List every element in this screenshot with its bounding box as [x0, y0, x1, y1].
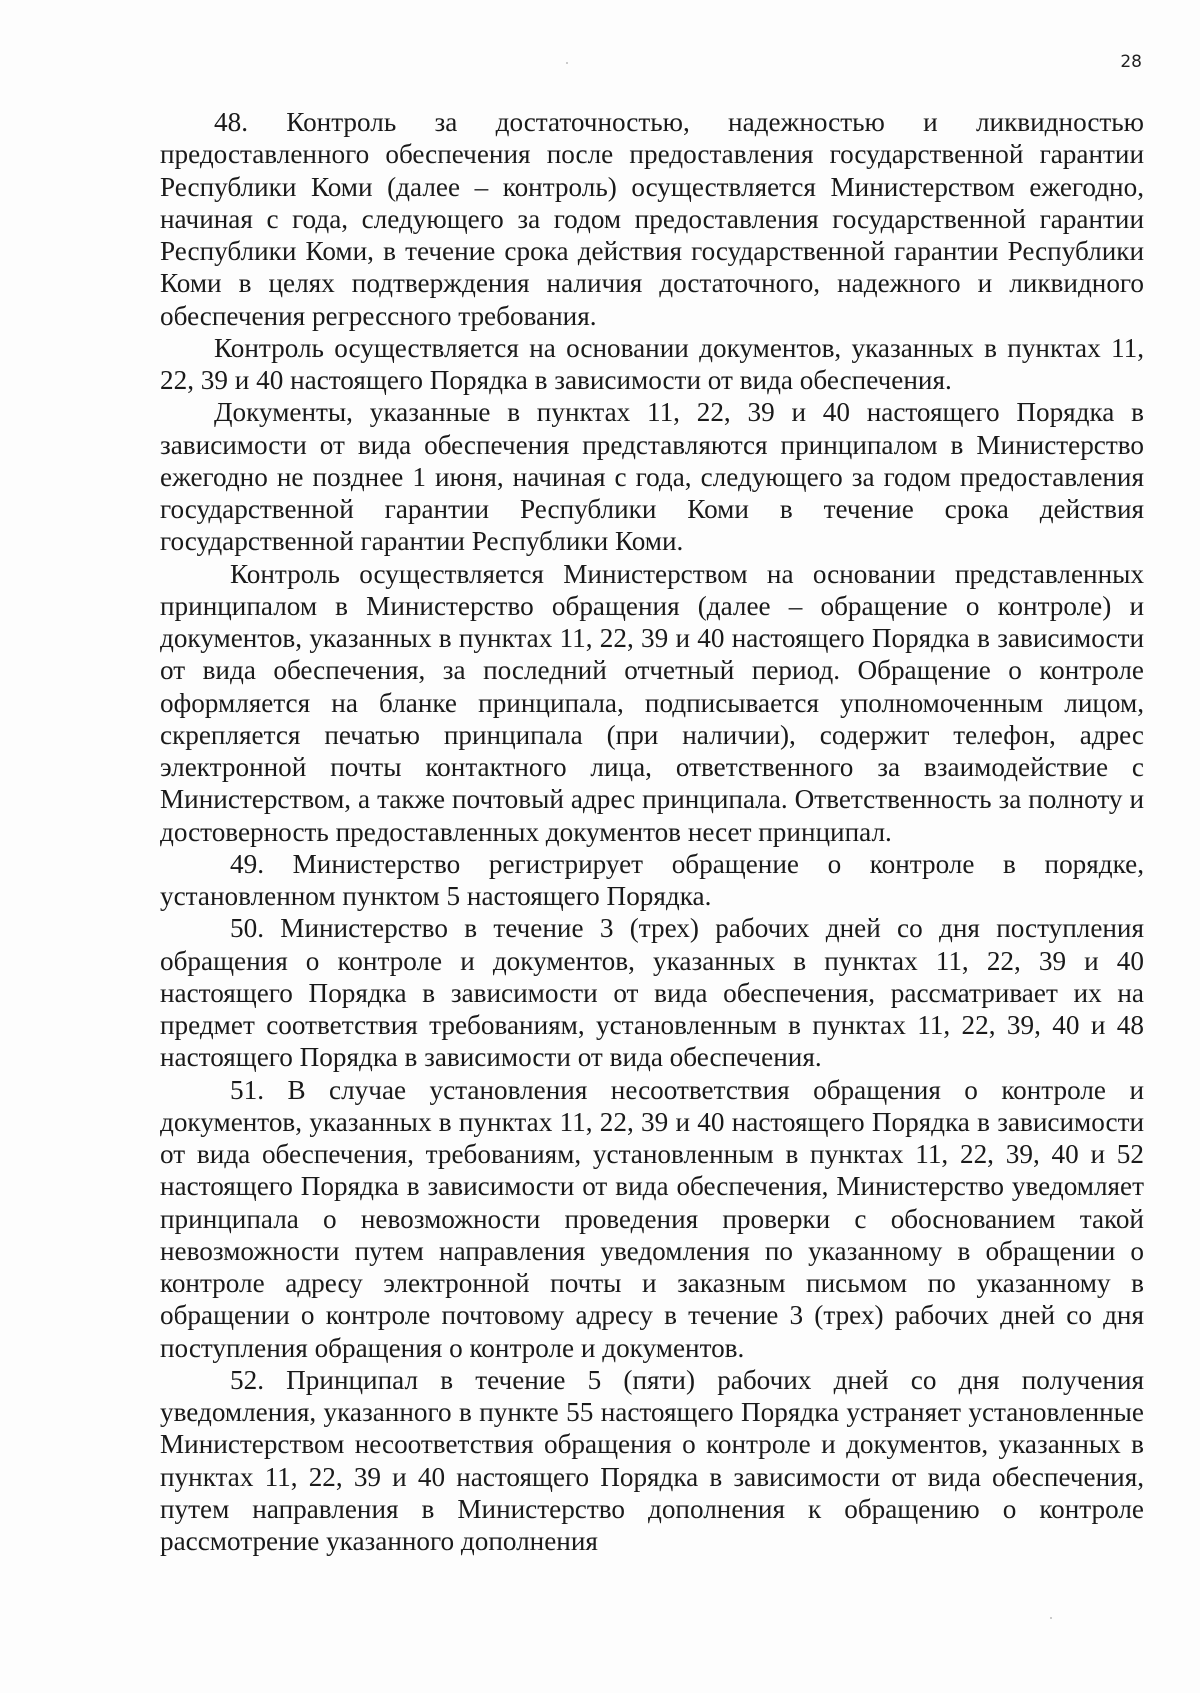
- page-number: 28: [1120, 52, 1142, 72]
- scan-artifact: [1050, 1617, 1052, 1619]
- paragraph-49: 49. Министерство регистрирует обращение о контроле в порядке, установленном пунктом 5 настоящего Порядка.: [160, 848, 1144, 911]
- paragraph-48-application: Контроль осуществляется Министерством на основании представленных принципалом в Министерство обращения (далее – обращение о контроле) и документов, указанных в пунктах 11, 22, 39 и 40 настоящего Порядка в зависимости от вида обеспечения, за последний отчетный период. Обращение о контроле оформляется на бланке принципала, подписывается уполномоченным лицом, скрепляется печатью принципала (при наличии), содержит телефон, адрес электронной почты контактного лица, ответственного за взаимодействие с Министерством, а также почтовый адрес принципала. Ответственность за полноту и достоверность предоставленных документов несет принципал.: [160, 558, 1144, 847]
- paragraph-52: 52. Принципал в течение 5 (пяти) рабочих дней со дня получения уведомления, указанного в пункте 55 настоящего Порядка устраняет установленные Министерством несоответствия обращения о контроле и документов, указанных в пунктах 11, 22, 39 и 40 настоящего Порядка в зависимости от вида обеспечения, путем направления в Министерство дополнения к обращению о контроле рассмотрение указанного дополнения: [160, 1364, 1144, 1556]
- paragraph-48-control-basis: Контроль осуществляется на основании документов, указанных в пунктах 11, 22, 39 и 40 настоящего Порядка в зависимости от вида обеспечения.: [160, 332, 1144, 395]
- paragraph-48: 48. Контроль за достаточностью, надежностью и ликвидностью предоставленного обеспечения после предоставления государственной гарантии Республики Коми (далее – контроль) осуществляется Министерством ежегодно, начиная с года, следующего за годом предоставления государственной гарантии Республики Коми, в течение срока действия государственной гарантии Республики Коми в целях подтверждения наличия достаточного, надежного и ликвидного обеспечения регрессного требования.: [160, 107, 1144, 331]
- document-body: [160, 106, 1144, 1557]
- paragraph-48-documents: Документы, указанные в пунктах 11, 22, 39 и 40 настоящего Порядка в зависимости от вида обеспечения представляются принципалом в Министерство ежегодно не позднее 1 июня, начиная с года, следующего за годом предоставления государственной гарантии Республики Коми в течение срока действия государственной гарантии Республики Коми.: [160, 397, 1144, 557]
- scan-artifact: [566, 62, 568, 64]
- paragraph-51: 51. В случае установления несоответствия обращения о контроле и документов, указанных в пунктах 11, 22, 39 и 40 настоящего Порядка в зависимости от вида обеспечения, требованиям, установленным в пунктах 11, 22, 39, 40 и 52 настоящего Порядка в зависимости от вида обеспечения, Министерство уведомляет принципала о невозможности проведения проверки с обоснованием такой невозможности путем направления уведомления по указанному в обращении о контроле адресу электронной почты и заказным письмом по указанному в обращении о контроле почтовому адресу в течение 3 (трех) рабочих дней со дня поступления обращения о контроле и документов.: [160, 1074, 1144, 1363]
- paragraph-50: 50. Министерство в течение 3 (трех) рабочих дней со дня поступления обращения о контроле и документов, указанных в пунктах 11, 22, 39 и 40 настоящего Порядка в зависимости от вида обеспечения, рассматривает их на предмет соответствия требованиям, установленным в пунктах 11, 22, 39, 40 и 48 настоящего Порядка в зависимости от вида обеспечения.: [160, 913, 1144, 1073]
